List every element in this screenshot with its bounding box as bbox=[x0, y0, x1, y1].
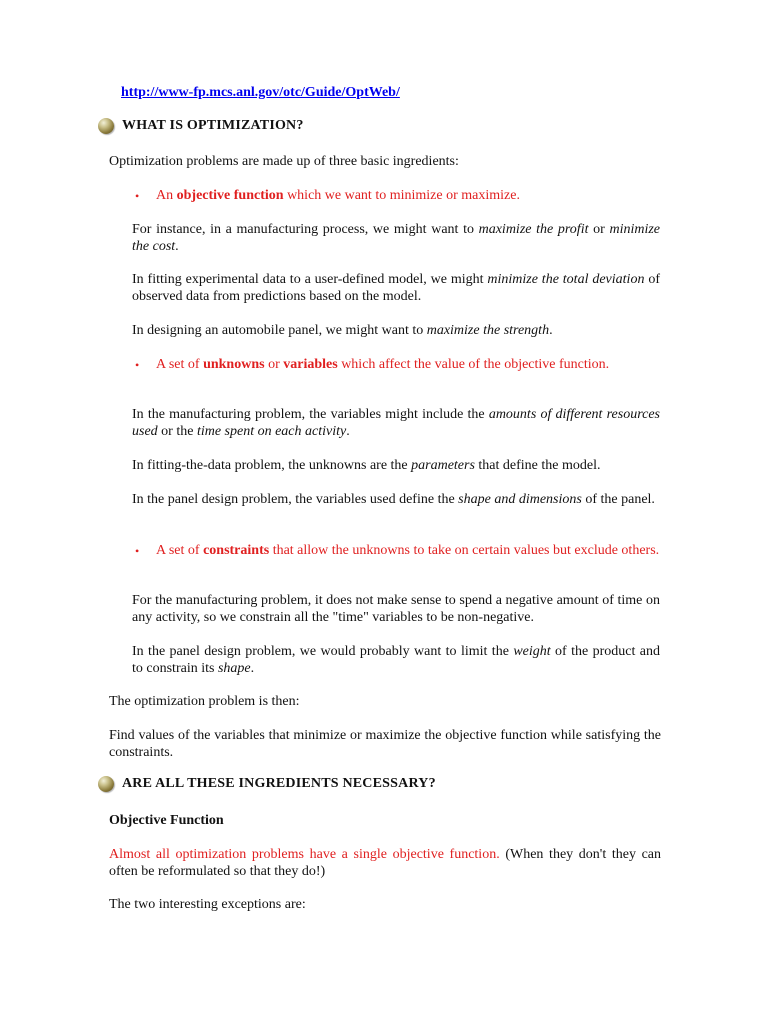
heading-text: WHAT IS OPTIMIZATION? bbox=[122, 118, 304, 133]
bullet-dot: • bbox=[135, 189, 140, 203]
paragraph-fit-data bbox=[132, 457, 660, 474]
paragraph-find bbox=[109, 727, 661, 761]
italic-term: minimize the cost bbox=[132, 222, 661, 254]
text: (When they don't they can often be reformulated so that they do!) bbox=[109, 847, 662, 879]
text: which we want to minimize or maximize. bbox=[283, 188, 520, 203]
text: In designing an automobile panel, we might want to bbox=[132, 323, 427, 338]
bold-term: constraints bbox=[203, 543, 270, 558]
text: . bbox=[346, 424, 350, 439]
intro-text: Optimization problems are made up of three basic ingredients: bbox=[109, 154, 459, 169]
italic-term: maximize the strength bbox=[426, 323, 550, 338]
subheading-objective-function bbox=[109, 812, 661, 829]
italic-term: minimize the total deviation bbox=[487, 272, 645, 287]
gold-bullet-icon bbox=[98, 776, 114, 792]
bullet-dot: • bbox=[135, 358, 140, 372]
bold-term: objective function bbox=[176, 188, 284, 203]
bullet-dot: • bbox=[135, 544, 140, 558]
text: that allow the unknowns to take on certain values but exclude others. bbox=[269, 543, 660, 558]
bold-term: unknowns bbox=[203, 357, 265, 372]
text: of the panel. bbox=[581, 492, 655, 507]
text: A set of bbox=[156, 357, 204, 372]
text: For instance, in a manufacturing process, we might want to bbox=[132, 222, 479, 237]
text: Objective Function bbox=[109, 813, 224, 828]
text: or bbox=[588, 222, 610, 237]
paragraph-negative bbox=[132, 592, 660, 626]
paragraph-automobile bbox=[132, 322, 660, 339]
italic-term: time spent on each activity bbox=[196, 424, 347, 439]
text: or bbox=[264, 357, 284, 372]
intro-paragraph bbox=[109, 153, 661, 170]
text: . bbox=[549, 323, 553, 338]
text: In the manufacturing problem, the variables might include the bbox=[132, 407, 489, 422]
paragraph-manufacturing bbox=[132, 406, 660, 440]
italic-term: shape and dimensions bbox=[458, 492, 582, 507]
text: Find values of the variables that minimize or maximize the objective function while satisfying the constraints. bbox=[109, 728, 661, 760]
text: that define the model. bbox=[474, 458, 601, 473]
text: which affect the value of the objective function. bbox=[337, 357, 610, 372]
text: In fitting-the-data problem, the unknowns are the bbox=[132, 458, 412, 473]
reference-link[interactable]: http://www-fp.mcs.anl.gov/otc/Guide/OptWeb/ bbox=[121, 85, 400, 100]
italic-term: maximize the profit bbox=[478, 222, 589, 237]
text: The optimization problem is then: bbox=[109, 694, 300, 709]
italic-term: parameters bbox=[411, 458, 475, 473]
bullet-variables bbox=[156, 356, 660, 373]
text: of observed data from predictions based on the model. bbox=[132, 272, 660, 304]
text: . bbox=[250, 661, 255, 676]
text: An bbox=[156, 188, 177, 203]
paragraph-fitting bbox=[132, 271, 660, 305]
text: of the product and to constrain its bbox=[132, 644, 660, 676]
text: or the bbox=[157, 424, 197, 439]
text: In fitting experimental data to a user-defined model, we might bbox=[132, 272, 488, 287]
paragraph-almost-all bbox=[109, 846, 661, 880]
paragraph-panel-design bbox=[132, 491, 660, 508]
italic-term: weight bbox=[513, 644, 551, 659]
gold-bullet-icon bbox=[98, 118, 114, 134]
paragraph-two-exceptions bbox=[109, 896, 661, 913]
heading-text: ARE ALL THESE INGREDIENTS NECESSARY? bbox=[122, 776, 436, 791]
text: A set of bbox=[156, 543, 204, 558]
red-text: Almost all optimization problems have a single objective function. bbox=[109, 847, 500, 862]
text: In the panel design problem, we would probably want to limit the bbox=[132, 644, 514, 659]
bullet-constraints bbox=[156, 542, 660, 559]
text: . bbox=[175, 239, 179, 254]
text: The two interesting exceptions are: bbox=[109, 897, 306, 912]
paragraph-weight bbox=[132, 643, 660, 677]
section-heading-what-is-optimization bbox=[98, 118, 304, 134]
bold-term: variables bbox=[283, 357, 338, 372]
paragraph-instance bbox=[132, 221, 660, 255]
italic-term: shape bbox=[217, 661, 251, 676]
italic-term: amounts of different resources used bbox=[132, 407, 661, 439]
bullet-objective-function bbox=[156, 187, 660, 204]
section-heading-ingredients-necessary bbox=[98, 776, 436, 792]
paragraph-then bbox=[109, 693, 661, 710]
text: For the manufacturing problem, it does not make sense to spend a negative amount of time on any activity, so we constrain all the "time" variables to be non-negative. bbox=[132, 593, 660, 625]
text: In the panel design problem, the variables used define the bbox=[132, 492, 459, 507]
